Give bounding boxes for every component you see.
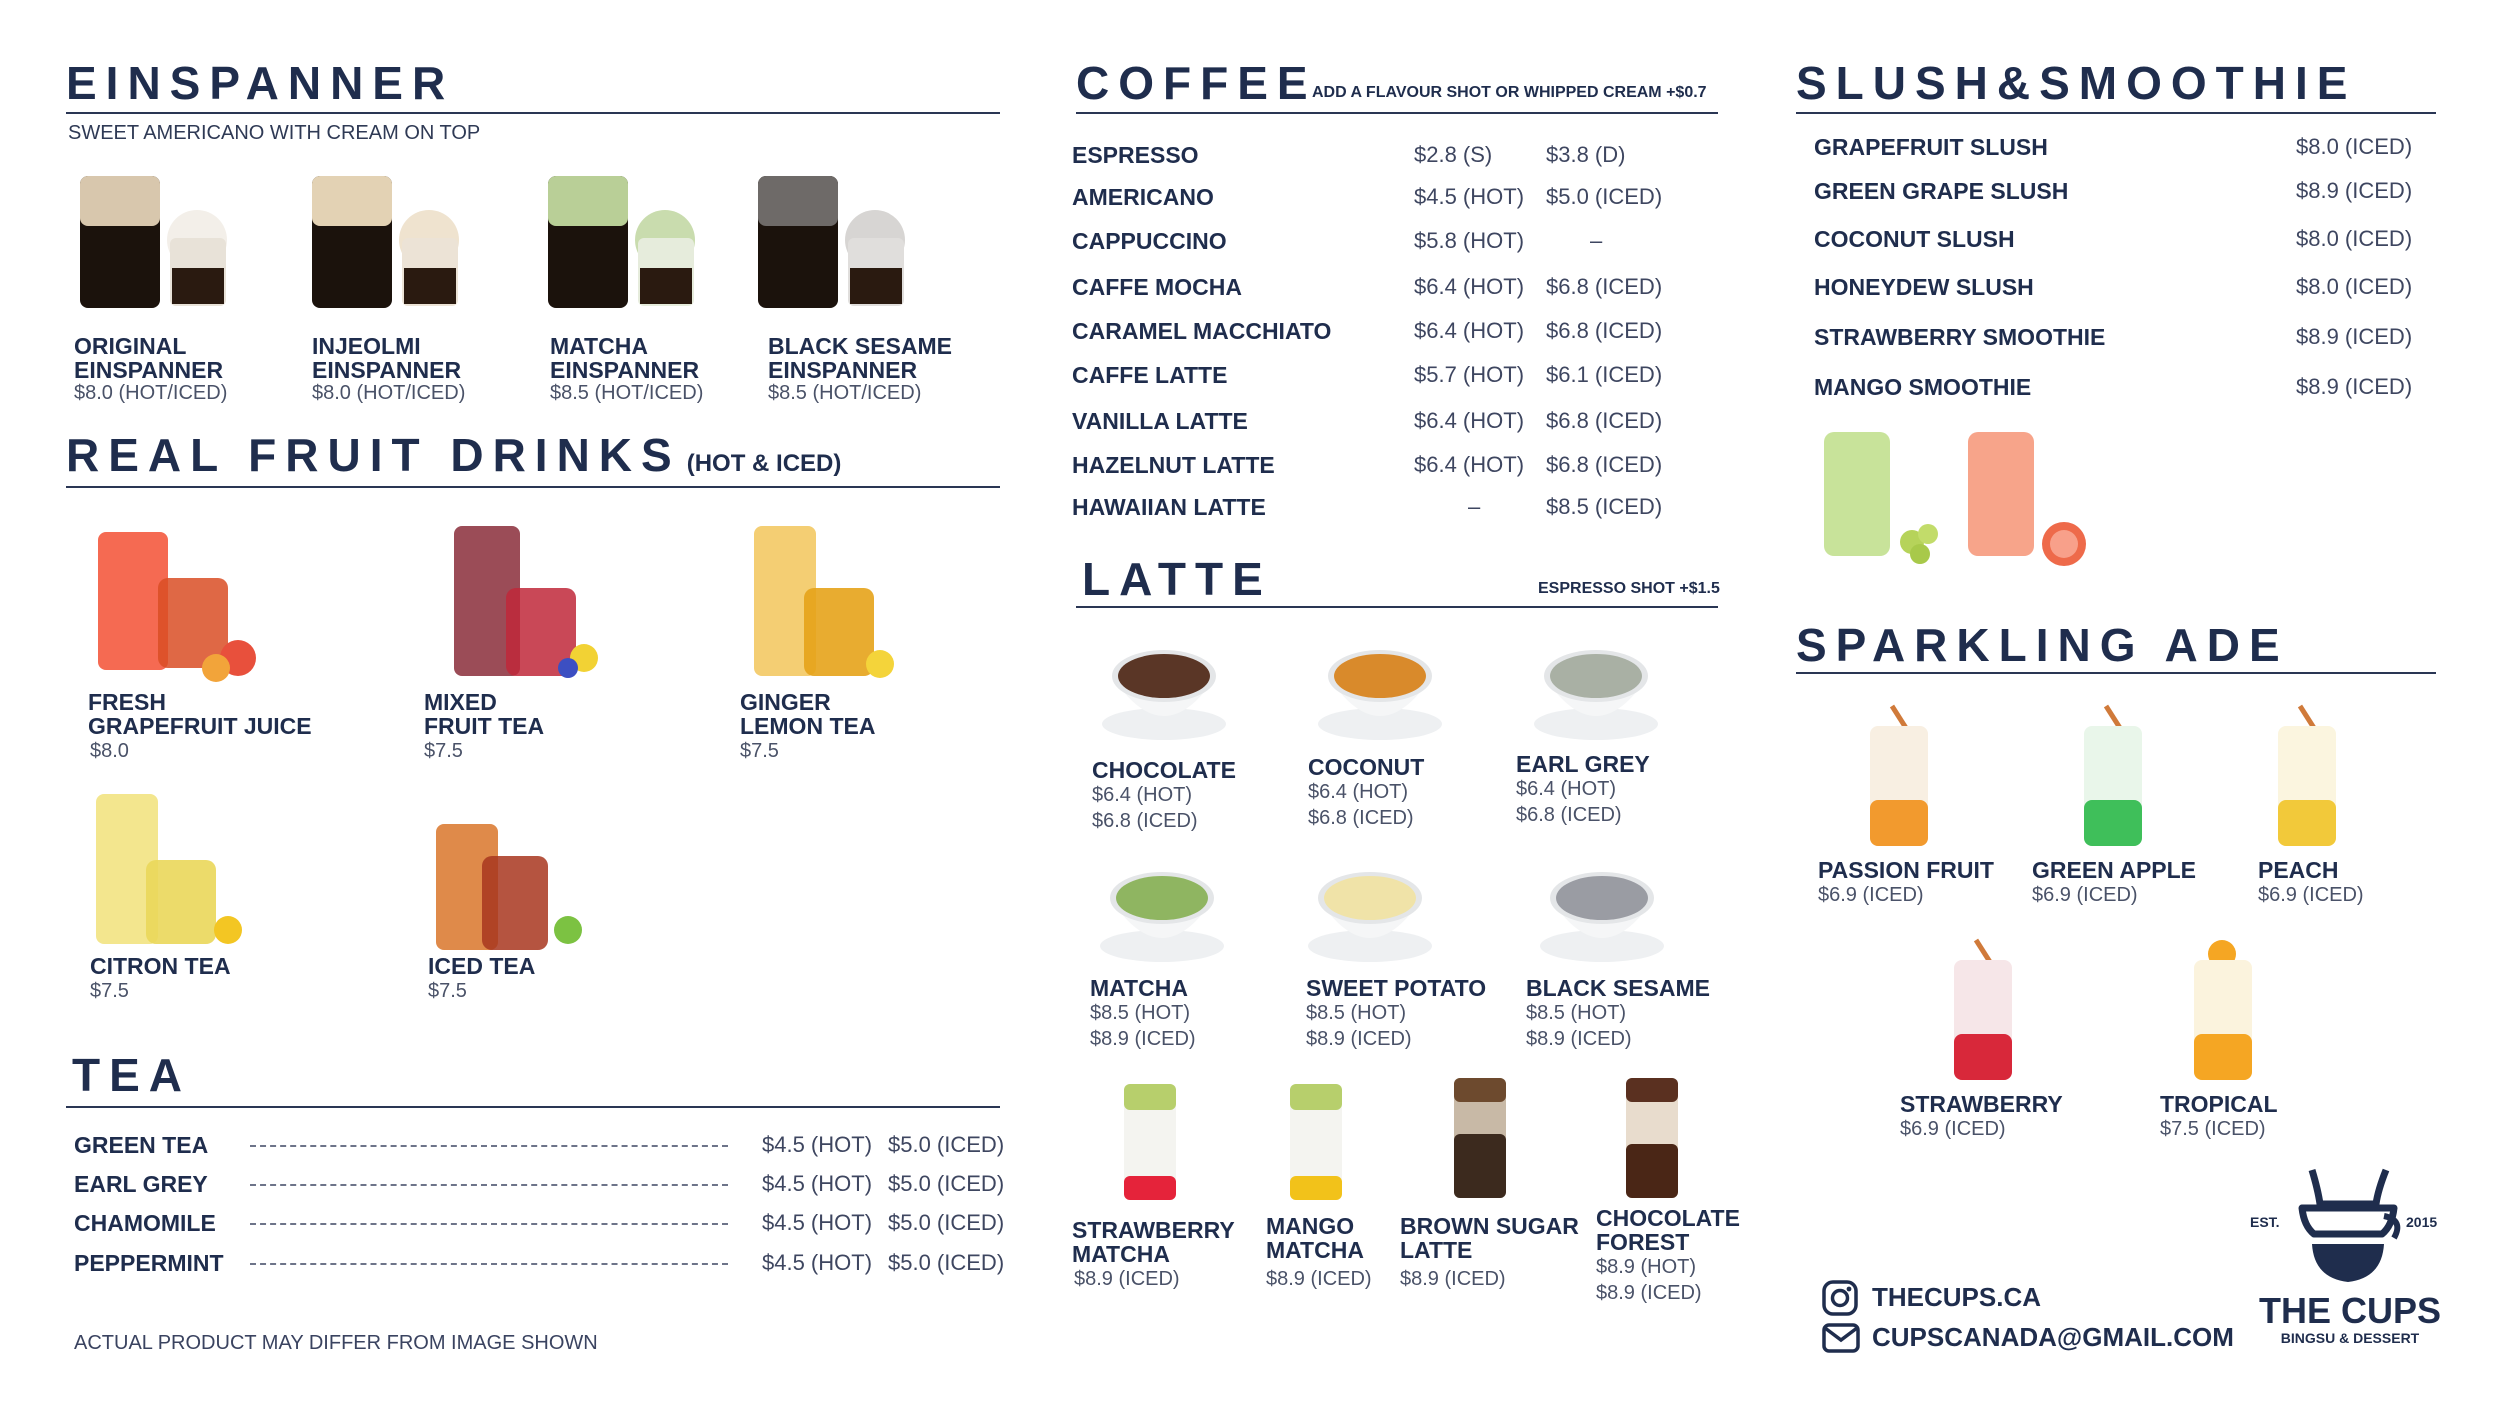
tea-row-name: CHAMOMILE xyxy=(74,1210,216,1236)
tea-row-iced: $5.0 (ICED) xyxy=(888,1250,1005,1275)
latte-item-name: SWEET POTATO xyxy=(1306,975,1487,1001)
einspanner-item-price: $8.5 (HOT/ICED) xyxy=(768,382,922,404)
latte-item-name: BROWN SUGAR LATTE xyxy=(1400,1213,1579,1263)
slush-smoothie-title: SLUSH&SMOOTHIE xyxy=(1796,57,2357,109)
divider xyxy=(1076,606,1718,608)
tropical-ade-image xyxy=(2186,938,2260,1084)
coffee-row-price-a: $6.4 (HOT) xyxy=(1414,452,1525,477)
latte-item-price: $8.9 (ICED) xyxy=(1074,1268,1180,1290)
coffee-row-price-b: $6.8 (ICED) xyxy=(1546,452,1663,477)
latte-note: ESPRESSO SHOT +$1.5 xyxy=(1538,580,1720,597)
latte-item-price: $8.9 (ICED) xyxy=(1266,1268,1372,1290)
tea-row-name: EARL GREY xyxy=(74,1171,208,1197)
ade-item-price: $6.9 (ICED) xyxy=(2258,884,2364,906)
fruit-item-price: $7.5 xyxy=(740,740,779,762)
coffee-row-name: HAZELNUT LATTE xyxy=(1072,452,1275,478)
coffee-row-name: HAWAIIAN LATTE xyxy=(1072,494,1266,520)
coffee-row-name: CAFFE LATTE xyxy=(1072,362,1228,388)
passion-fruit-ade-image xyxy=(1862,704,1936,850)
latte-item-name: BLACK SESAME xyxy=(1526,975,1711,1001)
tea-row-hot: $4.5 (HOT) xyxy=(762,1171,873,1196)
coffee-row-price-b: $3.8 (D) xyxy=(1546,142,1626,167)
tea-row-hot: $4.5 (HOT) xyxy=(762,1250,873,1275)
divider xyxy=(1796,112,2436,114)
est-label: EST. xyxy=(2250,1214,2280,1230)
latte-item-name: COCONUT xyxy=(1308,754,1425,780)
einspanner-item-price: $8.0 (HOT/ICED) xyxy=(74,382,228,404)
einspanner-item-name: ORIGINAL EINSPANNER xyxy=(74,333,224,383)
brown-sugar-latte-image xyxy=(1448,1074,1512,1202)
fruit-drinks-title-text: REAL FRUIT DRINKS xyxy=(66,429,681,481)
chocolate-latte-image xyxy=(1098,636,1230,746)
black-sesame-einspanner-image xyxy=(750,168,930,318)
ade-item-price: $6.9 (ICED) xyxy=(1818,884,1924,906)
website-link[interactable]: THECUPS.CA xyxy=(1872,1282,2042,1312)
tea-row-name: PEPPERMINT xyxy=(74,1250,224,1276)
latte-item-price: $6.4 (HOT) $6.8 (ICED) xyxy=(1092,784,1198,832)
coffee-row-name: CAFFE MOCHA xyxy=(1072,274,1242,300)
slush-row-price: $8.9 (ICED) xyxy=(2296,374,2413,399)
ade-item-price: $6.9 (ICED) xyxy=(1900,1118,2006,1140)
coffee-row-price-b: $6.8 (ICED) xyxy=(1546,318,1663,343)
est-year: 2015 xyxy=(2406,1214,2438,1230)
latte-item-price: $8.9 (HOT) $8.9 (ICED) xyxy=(1596,1256,1702,1304)
slush-row-name: HONEYDEW SLUSH xyxy=(1814,274,2034,300)
the-cups-logo-icon xyxy=(2290,1160,2406,1290)
coffee-row-name: VANILLA LATTE xyxy=(1072,408,1248,434)
latte-title: LATTE xyxy=(1082,553,1272,605)
matcha-latte-image xyxy=(1096,858,1228,968)
matcha-einspanner-image xyxy=(540,168,720,318)
coffee-title xyxy=(1076,56,1317,110)
fruit-item-name: ICED TEA xyxy=(428,953,536,979)
fruit-item-name: FRESH GRAPEFRUIT JUICE xyxy=(88,689,312,739)
einspanner-title: EINSPANNER xyxy=(66,57,455,109)
strawberry-ade-image xyxy=(1946,938,2020,1084)
tea-row-iced: $5.0 (ICED) xyxy=(888,1171,1005,1196)
coffee-row-price-a: $4.5 (HOT) xyxy=(1414,184,1525,209)
coffee-row-price-a: $6.4 (HOT) xyxy=(1414,318,1525,343)
ade-item-name: GREEN APPLE xyxy=(2032,857,2197,883)
latte-item-name: MANGO MATCHA xyxy=(1266,1213,1364,1263)
latte-item-price: $8.5 (HOT) $8.9 (ICED) xyxy=(1526,1002,1632,1050)
email-link[interactable]: CUPSCANADA@GMAIL.COM xyxy=(1872,1322,2234,1352)
black-sesame-latte-image xyxy=(1536,858,1668,968)
coffee-row-price-a: $2.8 (S) xyxy=(1414,142,1493,167)
einspanner-subtitle: SWEET AMERICANO WITH CREAM ON TOP xyxy=(68,122,481,144)
einspanner-item-price: $8.5 (HOT/ICED) xyxy=(550,382,704,404)
coffee-title-text: COFFEE xyxy=(1076,57,1317,109)
tea-row-hot: $4.5 (HOT) xyxy=(762,1210,873,1235)
green-grape-slush-image xyxy=(1816,426,1946,570)
coffee-row-name: ESPRESSO xyxy=(1072,142,1199,168)
slush-row-name: COCONUT SLUSH xyxy=(1814,226,2015,252)
sparkling-ade-title: SPARKLING ADE xyxy=(1796,619,2289,671)
grapefruit-slush-image xyxy=(1960,426,2100,570)
latte-item-price: $6.4 (HOT) $6.8 (ICED) xyxy=(1308,781,1414,829)
slush-row-price: $8.9 (ICED) xyxy=(2296,324,2413,349)
dotted-leader xyxy=(250,1263,728,1265)
coffee-row-price-b: $6.8 (ICED) xyxy=(1546,274,1663,299)
slush-row-name: GRAPEFRUIT SLUSH xyxy=(1814,134,2048,160)
slush-row-name: MANGO SMOOTHIE xyxy=(1814,374,2032,400)
coffee-row-price-b: – xyxy=(1590,228,1603,253)
latte-item-name: EARL GREY xyxy=(1516,751,1650,777)
fruit-item-price: $7.5 xyxy=(424,740,463,762)
dotted-leader xyxy=(250,1223,728,1225)
einspanner-item-name: MATCHA EINSPANNER xyxy=(550,333,700,383)
ade-item-name: PEACH xyxy=(2258,857,2339,883)
coffee-row-price-a: $6.4 (HOT) xyxy=(1414,274,1525,299)
dotted-leader xyxy=(250,1184,728,1186)
coffee-row-price-a: $6.4 (HOT) xyxy=(1414,408,1525,433)
earl-grey-latte-image xyxy=(1530,636,1662,746)
latte-item-price: $8.5 (HOT) $8.9 (ICED) xyxy=(1090,1002,1196,1050)
strawberry-matcha-image xyxy=(1118,1080,1182,1204)
fruit-item-price: $8.0 xyxy=(90,740,129,762)
chocolate-forest-image xyxy=(1620,1074,1684,1202)
coffee-row-price-b: $8.5 (ICED) xyxy=(1546,494,1663,519)
latte-item-price: $8.5 (HOT) $8.9 (ICED) xyxy=(1306,1002,1412,1050)
coffee-row-price-b: $6.8 (ICED) xyxy=(1546,408,1663,433)
ade-item-name: STRAWBERRY xyxy=(1900,1091,2063,1117)
mango-matcha-image xyxy=(1284,1080,1348,1204)
latte-item-name: MATCHA xyxy=(1090,975,1188,1001)
email-icon xyxy=(1822,1322,1860,1354)
fruit-item-name: MIXED FRUIT TEA xyxy=(424,689,545,739)
fruit-drinks-title xyxy=(66,428,841,482)
coffee-row-name: AMERICANO xyxy=(1072,184,1214,210)
einspanner-item-name: INJEOLMI EINSPANNER xyxy=(312,333,462,383)
brand-tagline: BINGSU & DESSERT xyxy=(2280,1330,2420,1346)
fruit-item-price: $7.5 xyxy=(90,980,129,1002)
tea-row-iced: $5.0 (ICED) xyxy=(888,1210,1005,1235)
green-apple-ade-image xyxy=(2076,704,2150,850)
coffee-row-price-b: $6.1 (ICED) xyxy=(1546,362,1663,387)
divider xyxy=(66,1106,1000,1108)
ade-item-name: TROPICAL xyxy=(2160,1091,2278,1117)
latte-item-price: $8.9 (ICED) xyxy=(1400,1268,1506,1290)
slush-row-price: $8.0 (ICED) xyxy=(2296,134,2413,159)
fresh-grapefruit-juice-image xyxy=(88,518,268,688)
coffee-note: ADD A FLAVOUR SHOT OR WHIPPED CREAM +$0.7 xyxy=(1312,84,1707,101)
fruit-drinks-note: (HOT & ICED) xyxy=(686,450,842,477)
coffee-row-price-a: $5.8 (HOT) xyxy=(1414,228,1525,253)
ade-item-price: $7.5 (ICED) xyxy=(2160,1118,2266,1140)
citron-tea-image xyxy=(88,780,258,950)
instagram-icon xyxy=(1822,1280,1858,1316)
divider xyxy=(66,486,1000,488)
slush-row-price: $8.0 (ICED) xyxy=(2296,226,2413,251)
brand-name: THE CUPS xyxy=(2258,1290,2442,1331)
fruit-item-price: $7.5 xyxy=(428,980,467,1002)
ginger-lemon-tea-image xyxy=(748,508,908,688)
coffee-row-price-a: – xyxy=(1468,494,1481,519)
dotted-leader xyxy=(250,1145,728,1147)
slush-row-name: GREEN GRAPE SLUSH xyxy=(1814,178,2069,204)
divider xyxy=(1796,672,2436,674)
ade-item-price: $6.9 (ICED) xyxy=(2032,884,2138,906)
slush-row-price: $8.0 (ICED) xyxy=(2296,274,2413,299)
disclaimer: ACTUAL PRODUCT MAY DIFFER FROM IMAGE SHOWN xyxy=(74,1332,598,1354)
fruit-item-name: CITRON TEA xyxy=(90,953,231,979)
latte-item-name: CHOCOLATE xyxy=(1092,757,1236,783)
coffee-row-name: CARAMEL MACCHIATO xyxy=(1072,318,1332,344)
coffee-row-name: CAPPUCCINO xyxy=(1072,228,1227,254)
tea-row-hot: $4.5 (HOT) xyxy=(762,1132,873,1157)
fruit-item-name: GINGER LEMON TEA xyxy=(740,689,876,739)
original-einspanner-image xyxy=(72,168,252,318)
peach-ade-image xyxy=(2270,704,2344,850)
slush-row-name: STRAWBERRY SMOOTHIE xyxy=(1814,324,2106,350)
latte-item-name: CHOCOLATE FOREST xyxy=(1596,1205,1740,1255)
tea-row-name: GREEN TEA xyxy=(74,1132,209,1158)
coconut-latte-image xyxy=(1314,636,1446,746)
coffee-row-price-b: $5.0 (ICED) xyxy=(1546,184,1663,209)
slush-row-price: $8.9 (ICED) xyxy=(2296,178,2413,203)
einspanner-item-name: BLACK SESAME EINSPANNER xyxy=(768,333,953,383)
divider xyxy=(1076,112,1718,114)
latte-item-price: $6.4 (HOT) $6.8 (ICED) xyxy=(1516,778,1622,826)
einspanner-item-price: $8.0 (HOT/ICED) xyxy=(312,382,466,404)
tea-title: TEA xyxy=(72,1049,191,1101)
iced-tea-image xyxy=(428,810,598,960)
mixed-fruit-tea-image xyxy=(434,508,614,688)
latte-item-name: STRAWBERRY MATCHA xyxy=(1072,1217,1235,1267)
ade-item-name: PASSION FRUIT xyxy=(1818,857,1994,883)
injeolmi-einspanner-image xyxy=(304,168,484,318)
divider xyxy=(66,112,1000,114)
coffee-row-price-a: $5.7 (HOT) xyxy=(1414,362,1525,387)
sweet-potato-latte-image xyxy=(1304,858,1436,968)
tea-row-iced: $5.0 (ICED) xyxy=(888,1132,1005,1157)
